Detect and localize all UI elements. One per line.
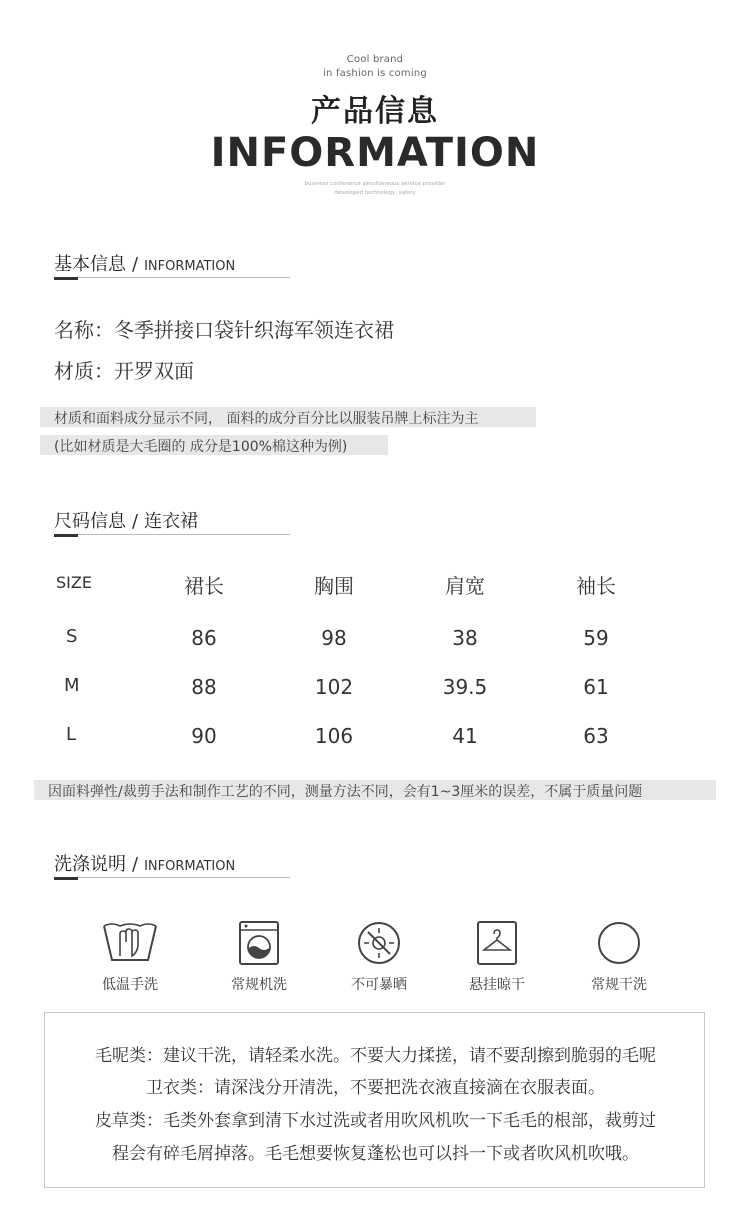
wash-label: 常规机洗 xyxy=(231,977,287,993)
wash-item-machine xyxy=(209,920,309,994)
wash-info-heading xyxy=(54,850,235,876)
basic-heading-cn: 基本信息 xyxy=(54,254,126,275)
wash-label: 低温手洗 xyxy=(102,977,158,993)
size-header-cell: 袖长 xyxy=(576,574,616,598)
brand-line-2: in fashion is coming xyxy=(323,68,427,79)
wash-label: 常规干洗 xyxy=(591,977,647,993)
table-cell: 88 xyxy=(191,675,217,699)
product-material: 材质：开罗双面 xyxy=(54,359,194,383)
wash-item-dryclean xyxy=(569,920,669,994)
wash-heading-cn: 洗涤说明 xyxy=(54,854,126,875)
size-heading-cn: 尺码信息 xyxy=(54,511,126,532)
heading-slash: / xyxy=(132,854,139,875)
basic-info-heading xyxy=(54,250,235,276)
hang-dry-icon xyxy=(474,920,520,966)
table-row-size: M xyxy=(64,675,80,696)
care-line-hoodie: 卫衣类：请深浅分开清洗，不要把洗衣液直接滴在衣服表面。 xyxy=(146,1078,605,1098)
table-row-size: L xyxy=(66,724,77,745)
size-header-cell: 裙长 xyxy=(184,574,224,598)
tagline-line-1: business conference simultaneous service provider xyxy=(304,181,446,187)
table-cell: 39.5 xyxy=(442,675,488,699)
tagline-line-2: developed technology, safety xyxy=(334,190,416,196)
table-cell: 61 xyxy=(583,675,609,699)
wash-heading-en: INFORMATION xyxy=(144,859,236,874)
wash-item-hand xyxy=(80,920,180,994)
size-heading-accent xyxy=(54,534,78,537)
size-header-cell: 肩宽 xyxy=(445,574,485,598)
table-row-size: S xyxy=(66,626,78,647)
wash-item-hang xyxy=(447,920,547,994)
table-cell: 41 xyxy=(452,724,478,748)
table-cell: 63 xyxy=(583,724,609,748)
table-cell: 38 xyxy=(452,626,478,650)
table-cell: 106 xyxy=(314,724,354,748)
table-cell: 59 xyxy=(583,626,609,650)
machine-wash-icon xyxy=(236,920,282,966)
basic-heading-en: INFORMATION xyxy=(144,259,236,274)
table-cell: 86 xyxy=(191,626,217,650)
page-title-cn: 产品信息 xyxy=(311,94,439,129)
product-name: 名称：冬季拼接口袋针织海军领连衣裙 xyxy=(54,318,394,342)
size-header-cell: 胸围 xyxy=(314,574,354,598)
size-heading-divider xyxy=(54,534,290,535)
table-cell: 102 xyxy=(314,675,354,699)
hand-wash-icon xyxy=(100,920,160,966)
material-note-1: 材质和面料成分显示不同， 面料的成分百分比以服装吊牌上标注为主 xyxy=(40,407,536,427)
wash-label: 不可暴晒 xyxy=(351,977,407,993)
brand-line-1: Cool brand xyxy=(346,54,404,65)
size-error-note: 因面料弹性/裁剪手法和制作工艺的不同，测量方法不同，会有1~3厘米的误差，不属于质量问题 xyxy=(34,780,716,800)
material-note-2: (比如材质是大毛圈的 成分是100%棉这种为例) xyxy=(40,435,388,455)
no-sun-dry-icon xyxy=(356,920,402,966)
basic-heading-divider xyxy=(54,277,290,278)
care-line-fur-2: 程会有碎毛屑掉落。毛毛想要恢复蓬松也可以抖一下或者吹风机吹哦。 xyxy=(112,1144,639,1164)
wash-heading-accent xyxy=(54,877,78,880)
basic-heading-accent xyxy=(54,277,78,280)
size-info-heading xyxy=(54,507,198,533)
wash-item-sun xyxy=(329,920,429,994)
care-instructions-box xyxy=(44,1012,705,1188)
page-title-en: INFORMATION xyxy=(210,130,540,176)
heading-slash: / xyxy=(132,254,139,275)
size-heading-sub: 连衣裙 xyxy=(144,511,199,532)
care-line-wool: 毛呢类：建议干洗，请轻柔水洗。不要大力揉搓，请不要刮擦到脆弱的毛呢 xyxy=(95,1046,656,1066)
size-header-cell: SIZE xyxy=(56,573,92,592)
care-line-fur-1: 皮草类：毛类外套拿到清下水过洗或者用吹风机吹一下毛毛的根部，裁剪过 xyxy=(95,1111,656,1131)
table-cell: 90 xyxy=(191,724,217,748)
wash-label: 悬挂晾干 xyxy=(469,977,525,993)
heading-slash: / xyxy=(132,511,139,532)
dry-clean-icon xyxy=(596,920,642,966)
size-table xyxy=(0,570,750,760)
wash-heading-divider xyxy=(54,877,290,878)
table-cell: 98 xyxy=(321,626,347,650)
